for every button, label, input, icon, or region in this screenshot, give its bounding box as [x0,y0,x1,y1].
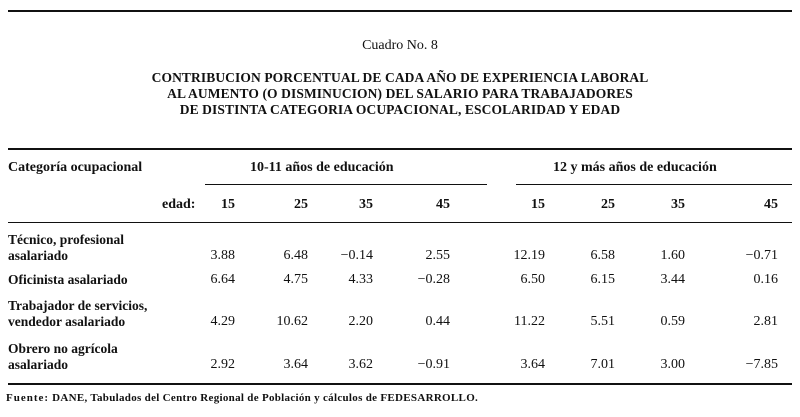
table-cell: 2.55 [425,248,450,263]
table-cell: 6.15 [590,272,615,287]
row-label-line: Trabajador de servicios, [8,298,148,313]
table-cell: 10.62 [276,314,308,329]
row-label-line: Obrero no agrícola [8,341,118,356]
table-cell: 4.29 [210,314,235,329]
table-cell: 3.88 [210,248,235,263]
stub-header: Categoría ocupacional [8,160,143,175]
table-cell: 11.22 [514,314,545,329]
table-title-line: AL AUMENTO (O DISMINUCION) DEL SALARIO PARA TRABAJADORES [167,86,633,101]
group-underline-10-11 [205,184,487,185]
source-note [6,392,478,404]
table-cell: 3.44 [660,272,685,287]
row-label-line: Técnico, profesional [8,232,124,247]
table-cell: 7.01 [590,357,615,372]
table-cell: 2.92 [210,357,235,372]
row-label-line: asalariado [8,357,69,372]
row-label-line: Oficinista asalariado [8,272,128,287]
table-title-line: CONTRIBUCION PORCENTUAL DE CADA AÑO DE EXPERIENCIA LABORAL [151,70,649,85]
table-cell: 5.51 [590,314,615,329]
table-cell: 4.33 [348,272,373,287]
table-cell: 1.60 [660,248,685,263]
table-cell: −0.28 [417,272,450,287]
age-header: 45 [764,197,778,212]
table-cell: 6.64 [210,272,235,287]
bottom-rule [8,383,792,385]
row-label-line: vendedor asalariado [8,314,126,329]
table-cell: 6.50 [520,272,545,287]
table-cell: 0.44 [425,314,450,329]
row-label [8,272,128,288]
source-label: Fuente: [6,392,50,404]
table-cell: −7.85 [745,357,778,372]
age-label: edad: [162,197,196,212]
table-title-line: DE DISTINTA CATEGORIA OCUPACIONAL, ESCOLARIDAD Y EDAD [179,102,621,117]
row-label-line: asalariado [8,248,69,263]
top-rule [8,10,792,12]
header-top-rule [8,148,792,150]
table-cell: 2.81 [753,314,778,329]
table-cell: 0.16 [753,272,778,287]
age-header: 25 [294,197,308,212]
table-cell: −0.71 [745,248,778,263]
group-header-10-11: 10-11 años de educación [250,160,394,175]
table-cell: 3.64 [520,357,545,372]
table-cell: 6.48 [283,248,308,263]
age-header: 15 [531,197,545,212]
row-label [8,232,124,264]
table-cell: 2.20 [348,314,373,329]
table-cell: 6.58 [590,248,615,263]
table-caption: Cuadro No. 8 [362,38,438,53]
row-label [8,298,147,330]
age-header: 35 [671,197,685,212]
table-cell: 3.62 [348,357,373,372]
table-title [60,70,740,118]
group-header-12-mas: 12 y más años de educación [553,160,717,175]
row-label [8,341,118,373]
age-header: 15 [221,197,235,212]
source-text: DANE, Tabulados del Centro Regional de Población y cálculos de FEDESARROLLO. [52,392,479,404]
group-underline-12-mas [516,184,792,185]
age-header: 45 [436,197,450,212]
age-header: 25 [601,197,615,212]
age-header: 35 [359,197,373,212]
table-cell: −0.14 [340,248,373,263]
table-cell: 3.00 [660,357,685,372]
table-cell: 12.19 [513,248,545,263]
table-cell: −0.91 [417,357,450,372]
header-bottom-rule [8,222,792,223]
table-cell: 4.75 [283,272,308,287]
table-cell: 0.59 [660,314,685,329]
table-cell: 3.64 [283,357,308,372]
